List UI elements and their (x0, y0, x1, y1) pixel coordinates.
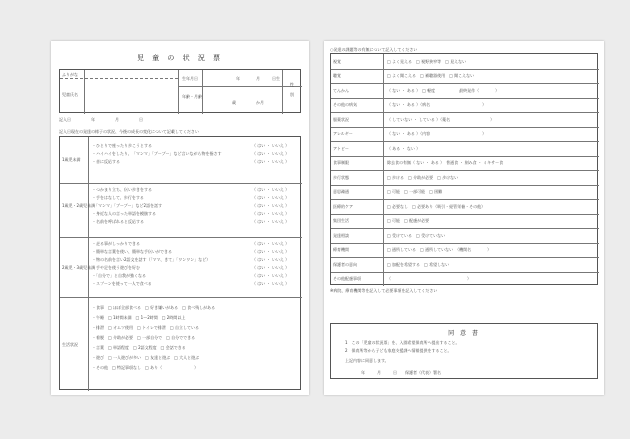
condition-row-options[interactable]: □ 受けている □ 受けていない (387, 232, 446, 238)
top-note: ○発達の課題等の有無について記入してください (330, 47, 418, 52)
age-label: 年齢・月齢 (182, 94, 202, 99)
row-item: ・身近な人の言った単語を模倣する (92, 211, 156, 216)
row-answer[interactable]: （ はい ・ いいえ ） (252, 241, 290, 246)
row-label: 1歳児・2歳児未満 (62, 203, 96, 208)
condition-row-options[interactable]: （ ） (387, 276, 471, 282)
form-title: 児 童 の 状 況 票 (136, 54, 224, 62)
consent-date-sign[interactable]: 年 月 日 保護者（代表）署名 (361, 370, 441, 375)
condition-row-options[interactable]: □ よく聞こえる □ 補聴器使用 □ 聞こえない (387, 73, 475, 79)
condition-row-options[interactable]: （ していない ・ している ）（薬名 ） (387, 116, 495, 122)
left-page (51, 41, 309, 395)
row-answer[interactable]: （ はい ・ いいえ ） (252, 159, 290, 164)
consent-title: 同 意 書 (448, 330, 480, 337)
row-item: ・つかまり立ち、伝い歩きをする (92, 187, 152, 192)
row-item[interactable]: ・言葉 □ 単語程度 □ 2語文程度 □ 会話できる (92, 345, 186, 350)
condition-row-options[interactable]: □ 必要なし □ 必要あり（吸引・経管栄養・その他） (387, 203, 486, 209)
condition-row-options[interactable]: □ よく見える □ 視野狭窄等 □ 見えない (387, 58, 467, 64)
condition-row-label: 発達相談 (333, 232, 349, 238)
condition-row-options[interactable]: □ 通所している □ 通所していない （機関名 ） (387, 247, 492, 253)
name-label: 児童氏名 (62, 92, 78, 97)
condition-row-label: その他配慮事項 (333, 276, 361, 282)
row-item: ・手や足を使う遊びを好む (92, 265, 140, 270)
birth-year: 年 (236, 76, 240, 81)
row-item: ・名前を呼ばれると反応する (92, 219, 144, 224)
row-item[interactable]: ・排泄 □ オムツ使用 □ トイレで排泄 □ 自立している (92, 325, 199, 330)
birth-label: 生年月日 (182, 76, 198, 81)
condition-row-label: 保護者の意向 (333, 261, 357, 267)
condition-row-options[interactable]: （ ない ・ ある ）（内容 ） (387, 131, 487, 137)
age-unit2: か月 (256, 100, 264, 105)
row-answer[interactable]: （ はい ・ いいえ ） (252, 195, 290, 200)
row-item: ・手をはなして、歩行をする (92, 195, 144, 200)
row-label: 2歳児・3歳児未満 (62, 265, 96, 270)
row-item: ・スプーンを使って一人で食べる (92, 281, 152, 286)
birth-month: 月 (256, 76, 260, 81)
condition-row-label: その他の病気 (333, 102, 357, 108)
row-item[interactable]: ・午睡 □ 1時間未満 □ 1〜2時間 □ 2時間以上 (92, 315, 186, 320)
condition-row-options[interactable]: □ 加配を希望する □ 希望しない (387, 261, 450, 267)
birth-day: 日生 (272, 76, 280, 81)
condition-row-label: てんかん (333, 87, 349, 93)
condition-row-label: アトピー (333, 145, 349, 151)
consent-line-3: 上記内容に同意します。 (345, 358, 389, 363)
row-item: ・簡単な言葉を使い、簡単な手伝いができる (92, 249, 172, 254)
condition-row-label: 食事制限 (333, 160, 349, 166)
row-item: ・物の名前を言い2語文を話す（「ママ、きて」「ワンワン」など） (92, 257, 211, 262)
row-answer[interactable]: （ はい ・ いいえ ） (252, 273, 290, 278)
row-answer[interactable]: （ はい ・ いいえ ） (252, 265, 290, 270)
row-item: ・ハイハイをしたり、「マンマ」「ブーブー」など言いながら物を指さす (92, 151, 222, 156)
row-answer[interactable]: （ はい ・ いいえ ） (252, 281, 290, 286)
sex-label-2: 別 (290, 92, 294, 97)
row-item: ・音に反応する (92, 159, 120, 164)
header-box (59, 69, 301, 113)
row-answer[interactable]: （ はい ・ いいえ ） (252, 211, 290, 216)
row-answer[interactable]: （ はい ・ いいえ ） (252, 151, 290, 156)
row-answer[interactable]: （ はい ・ いいえ ） (252, 143, 290, 148)
condition-row-options[interactable]: 除去食の有無（ ない ・ ある ） 普通食 ・ 刻み食 ・ ミキサー食 (387, 160, 504, 166)
condition-row-label: 服薬状況 (333, 116, 349, 122)
condition-row-label: 歩行状態 (333, 174, 349, 180)
row-item: ・ひとりで座ったり歩こうとする (92, 143, 152, 148)
row-item[interactable]: ・着脱 □ 介助が必要 □ 一部自分で □ 自分でできる (92, 335, 196, 340)
row-item: ・「自分で」と自我が強くなる (92, 273, 146, 278)
row-answer[interactable]: （ はい ・ いいえ ） (252, 187, 290, 192)
consent-box (330, 323, 598, 379)
entry-date: 記入日 年 月 日 (59, 117, 143, 122)
sex-label-1: 性 (290, 82, 294, 87)
row-answer[interactable]: （ はい ・ いいえ ） (252, 219, 290, 224)
right-page (324, 41, 604, 395)
row-answer[interactable]: （ はい ・ いいえ ） (252, 257, 290, 262)
consent-line-1: 1 この「児童の状況票」を、入園希望保育所へ提出すること。 (345, 340, 460, 345)
condition-row-label: 集団生活 (333, 218, 349, 224)
row-item[interactable]: ・その他 □ 特記事項なし □ あり（ ） (92, 365, 199, 370)
consent-line-2: 2 保育所等から子ども家庭支援課へ情報提供をすること。 (345, 348, 452, 353)
row-answer[interactable]: （ はい ・ いいえ ） (252, 203, 290, 208)
section-note: 記入日現在の発達の様子の状況、今後の成長の変化について記載してください (59, 129, 199, 134)
condition-row-label: 視覚 (333, 58, 341, 64)
condition-row-options[interactable]: （ ない ・ ある ） □ 軽度 最終発作（ ） (387, 87, 500, 93)
condition-row-options[interactable]: □ 可能 □ 配慮が必要 (387, 218, 430, 224)
development-table (59, 136, 301, 390)
condition-row-options[interactable]: （ ない ・ ある ）（病名 ） (387, 102, 487, 108)
age-unit1: 歳 (232, 100, 236, 105)
condition-row-label: 意思疎通 (333, 189, 349, 195)
row-item[interactable]: ・遊び □ 一人遊びが多い □ 友達と遊ぶ □ 大人と遊ぶ (92, 355, 200, 360)
row-label: 1歳児未満 (62, 157, 81, 162)
condition-row-label: アレルギー (333, 131, 353, 137)
row-item[interactable]: ・食事 □ ほぼ全部食べる □ 好き嫌いがある □ 食べ残しがある (92, 305, 216, 310)
condition-row-options[interactable]: □ 可能 □ 一部可能 □ 困難 (387, 189, 443, 195)
condition-row-label: 医療的ケア (333, 203, 353, 209)
condition-row-label: 療育機関 (333, 247, 349, 253)
condition-table (330, 53, 598, 285)
furigana-label: ふりがな (62, 72, 78, 77)
row-answer[interactable]: （ はい ・ いいえ ） (252, 249, 290, 254)
condition-row-options[interactable]: □ 歩ける □ 介助が必要 □ 歩けない (387, 174, 459, 180)
row-label: 生活状況 (62, 342, 78, 347)
row-item: ・「マンマ」「ブーブー」など2語を話す (92, 203, 163, 208)
condition-row-options[interactable]: （ ある ・ ない ） (387, 145, 421, 151)
row-item: ・走る事がしっかりできる (92, 241, 140, 246)
bottom-note: ※病院、療育機関等を記入して必要事項を記入してください (330, 288, 438, 293)
condition-row-label: 聴覚 (333, 73, 341, 79)
